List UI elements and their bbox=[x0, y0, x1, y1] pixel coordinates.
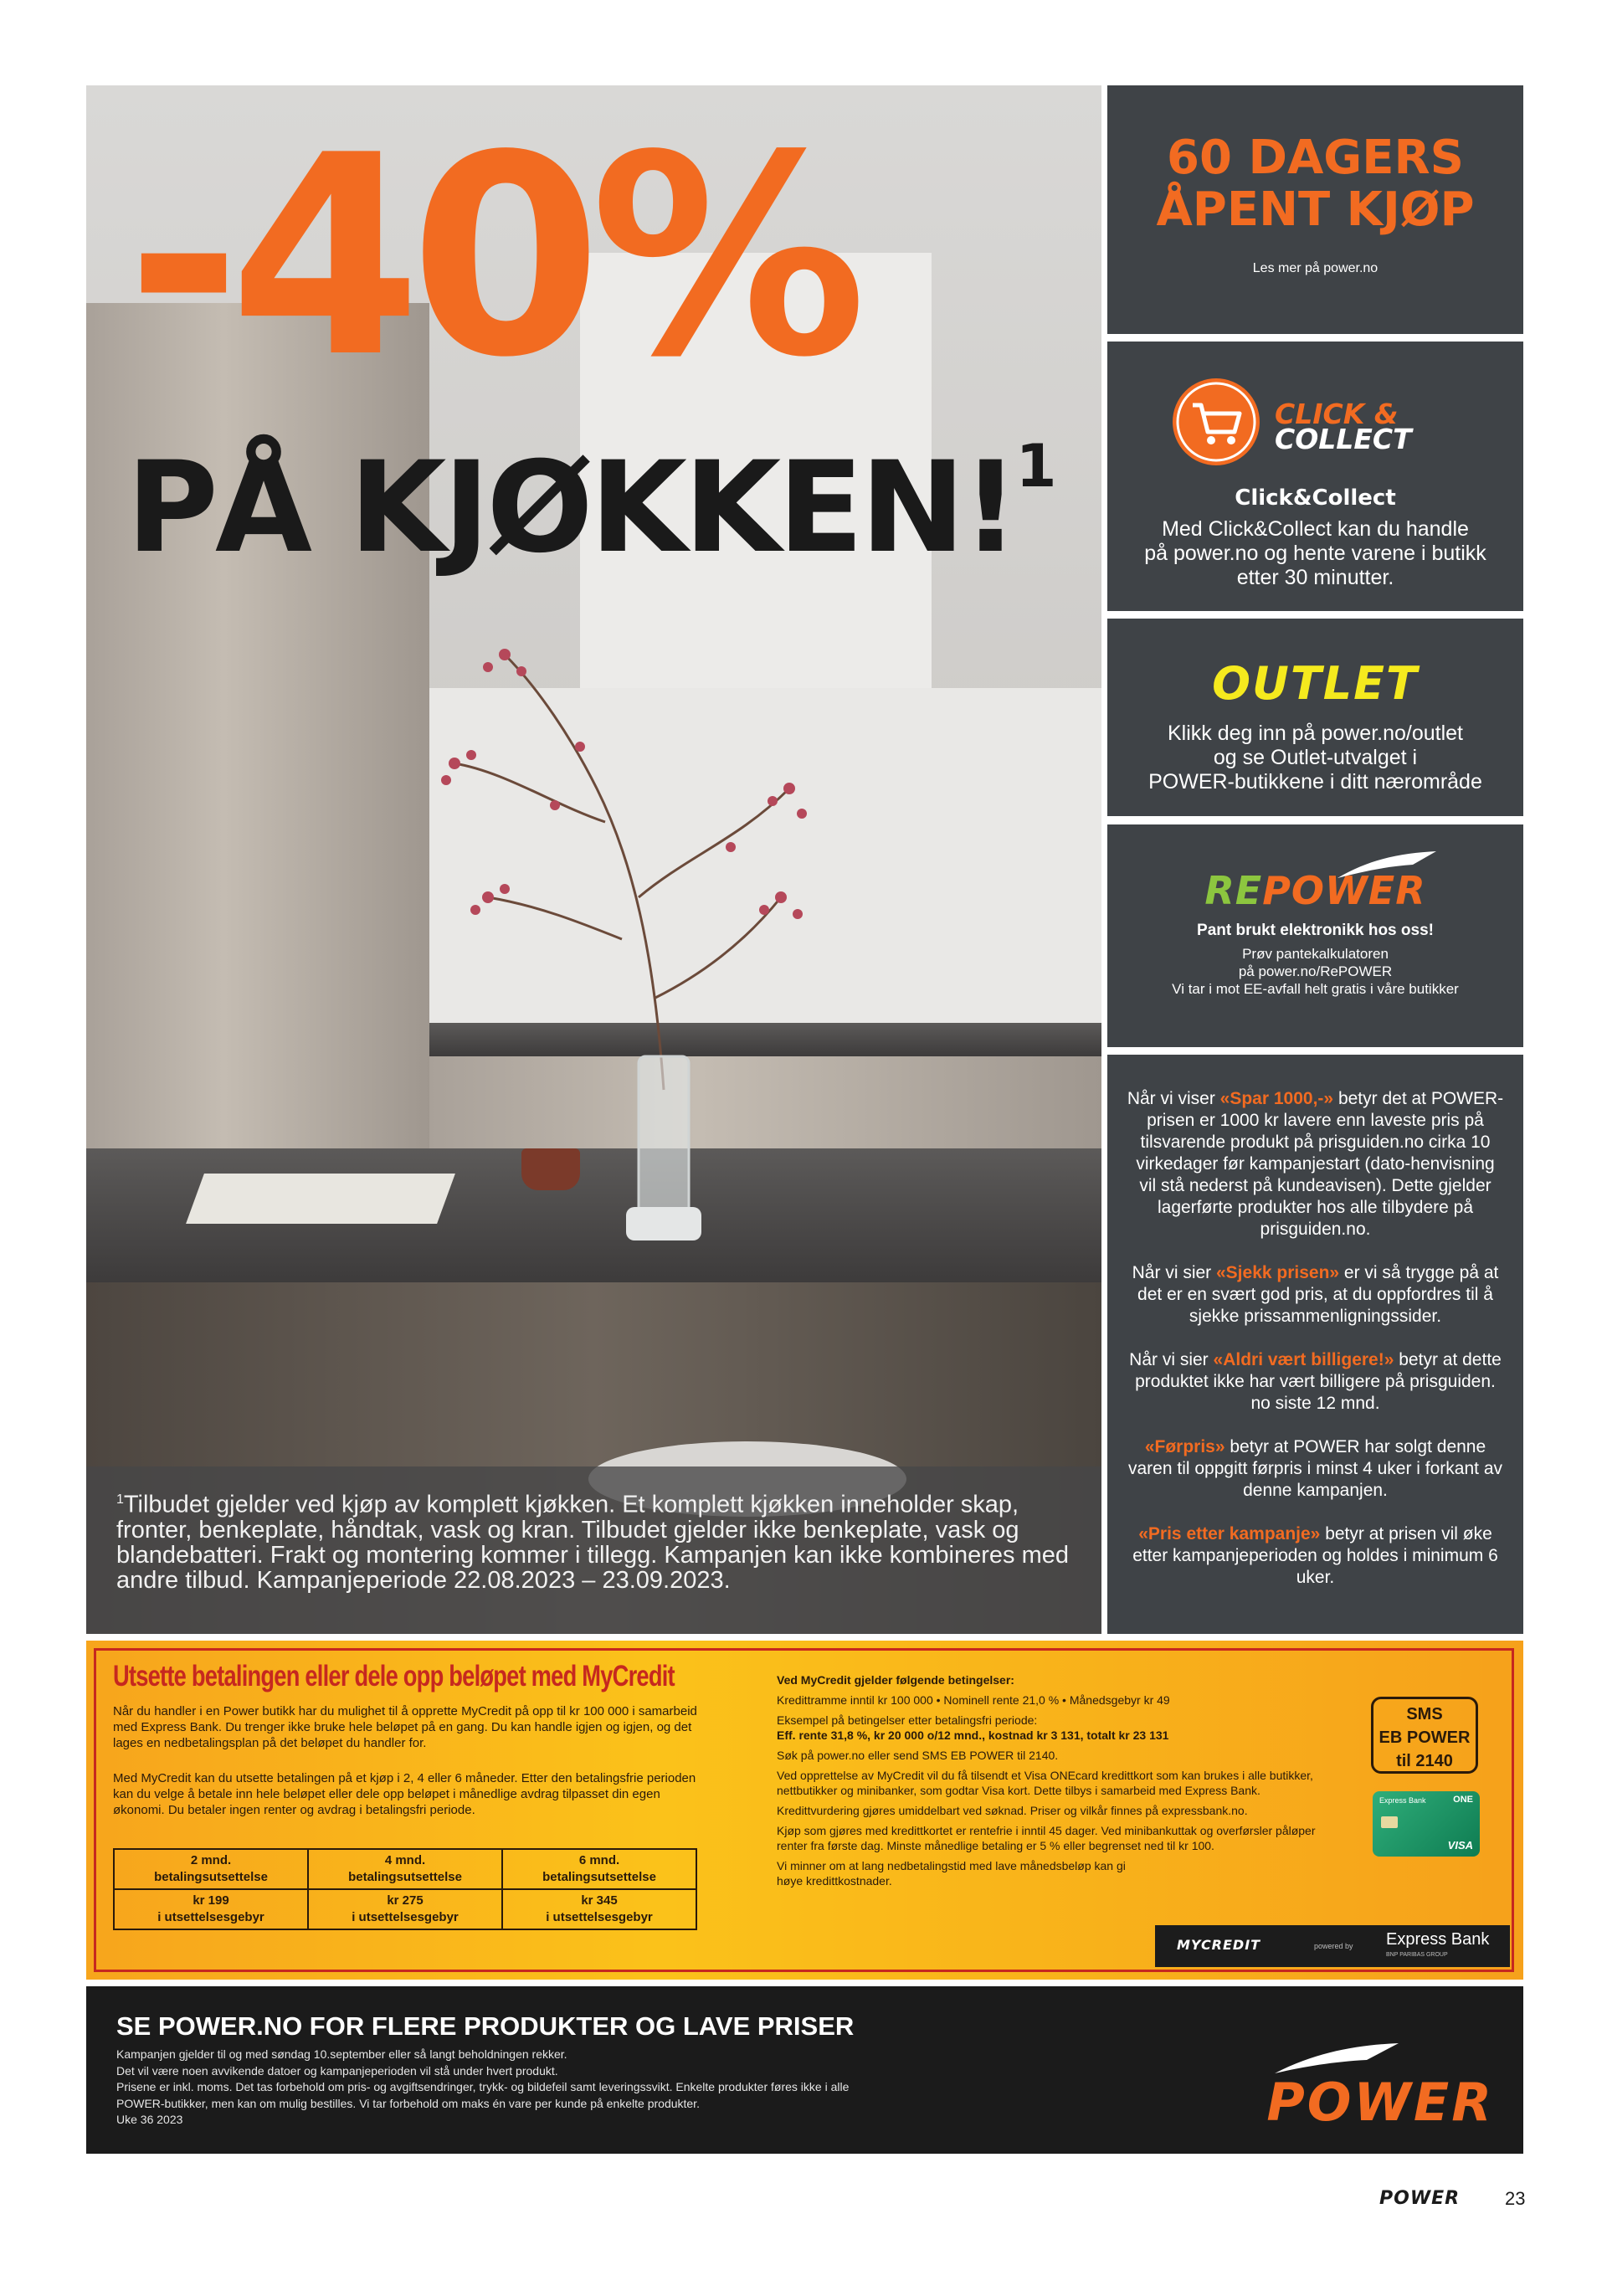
price-term-forpris bbox=[1126, 1436, 1505, 1502]
bottom-line: Kampanjen gjelder til og med søndag 10.september eller så langt beholdningen rekker. bbox=[116, 2047, 567, 2061]
click-collect-line3: etter 30 minutter. bbox=[1236, 566, 1394, 589]
cell-line: kr 275 bbox=[387, 1893, 424, 1908]
kitchen-headline-sup: 1 bbox=[1015, 432, 1054, 501]
outlet-logo: OUTLET bbox=[1212, 657, 1419, 710]
cell-line: 6 mnd. bbox=[578, 1853, 620, 1867]
bank-group: BNP PARIBAS GROUP bbox=[1386, 1952, 1448, 1958]
repower-line1: Prøv pantekalkulatoren bbox=[1242, 946, 1389, 962]
condition-line: Ved opprettelse av MyCredit vil du få tilsendt et Visa ONEcard kredittkort som kan brukes i alle butikker, nettbutikker og minibanker, som godtar Visa kort. Dette tilbys i samarbeid med Express Bank. bbox=[777, 1769, 1313, 1797]
mycredit-logo: MYCREDIT bbox=[1177, 1937, 1261, 1953]
shopping-cart-icon bbox=[1173, 378, 1260, 465]
sms-line: til 2140 bbox=[1396, 1752, 1453, 1770]
bottom-line: Prisene er inkl. moms. Det tas forbehold om pris- og avgiftsendringer, trykk- og bildefeil samt leveringssvikt. Enkelte produkter føres ikke i alle bbox=[116, 2080, 850, 2093]
price-term-aldri bbox=[1126, 1349, 1505, 1415]
click-collect-logo bbox=[1275, 398, 1412, 455]
table-header-cell bbox=[114, 1849, 308, 1889]
hero-image bbox=[86, 85, 1101, 1634]
condition-line: Eff. rente 31,8 %, kr 20 000 o/12 mnd., kostnad kr 3 131, totalt kr 23 131 bbox=[777, 1728, 1169, 1742]
term-text: betyr at dette produktet ikke har vært billigere på prisguiden. no siste 12 mnd. bbox=[1135, 1350, 1502, 1413]
footer-power-logo: POWER bbox=[1379, 2188, 1461, 2209]
power-swoosh-icon bbox=[1275, 2042, 1400, 2075]
table-cell bbox=[502, 1889, 696, 1929]
term-text: betyr at POWER har solgt denne varen til oppgitt førpris i minst 4 uker i forkant av denne kampanjen. bbox=[1128, 1437, 1502, 1500]
repower-title: Pant brukt elektronikk hos oss! bbox=[1197, 922, 1434, 939]
repower-line2: på power.no/RePOWER bbox=[1238, 963, 1393, 979]
term-text: Når vi sier bbox=[1129, 1350, 1214, 1369]
condition-line: Søk på power.no eller send SMS EB POWER til 2140. bbox=[777, 1749, 1059, 1762]
table-row bbox=[114, 1849, 696, 1889]
footnote-sup: 1 bbox=[116, 1492, 124, 1507]
click-collect-logo-line2: COLLECT bbox=[1275, 423, 1412, 455]
magazine bbox=[186, 1174, 455, 1224]
open-buy-title bbox=[1107, 132, 1523, 236]
cell-line: betalingsutsettelse bbox=[542, 1870, 656, 1884]
table-header-cell bbox=[502, 1849, 696, 1889]
outlet-line1: Klikk deg inn på power.no/outlet bbox=[1167, 722, 1463, 745]
conditions-title: Ved MyCredit gjelder følgende betingelser: bbox=[777, 1673, 1014, 1687]
sms-line: EB POWER bbox=[1379, 1728, 1471, 1747]
bottom-line: Det vil være noen avvikende datoer og kampanjeperioden vil stå under hvert produkt. bbox=[116, 2063, 558, 2078]
mycredit-para1: Når du handler i en Power butikk har du mulighet til å opprette MyCredit på opp til kr 100 000 i samarbeid med Express Bank. Du trenger ikke bruke hele beløpet på en gang. Du kan handle igjen og igjen, og det lages en nedbetalingsplan på det beløpet du handler for. bbox=[113, 1704, 697, 1750]
cup bbox=[521, 1148, 580, 1190]
bottom-line: Uke 36 2023 bbox=[116, 2113, 183, 2126]
card-chip bbox=[1381, 1816, 1398, 1828]
open-buy-panel bbox=[1107, 85, 1523, 334]
cell-line: 2 mnd. bbox=[190, 1853, 232, 1867]
condition-line: Vi minner om at lang nedbetalingstid med lave månedsbeløp kan gi høye kredittkostnader. bbox=[777, 1859, 1126, 1888]
outlet-panel bbox=[1107, 619, 1523, 816]
open-buy-title-line2: ÅPENT KJØP bbox=[1156, 182, 1475, 237]
kitchen-headline bbox=[126, 432, 1054, 581]
page-number: 23 bbox=[1505, 2188, 1526, 2209]
express-bank-logo: Express Bank bbox=[1386, 1930, 1490, 1949]
powered-by: powered by bbox=[1314, 1942, 1353, 1950]
cell-line: betalingsutsettelse bbox=[348, 1870, 462, 1884]
term-text: betyr det at POWER-prisen er 1000 kr lavere enn laveste pris på tilsvarende produkt på prisguiden.no cirka 10 virkedager før kampanjestart (dato-henvisning vil stå nederst på kundeavisen). Dette gjelder lagerførte produkter hos alle tilbydere på prisguiden.no. bbox=[1136, 1089, 1504, 1239]
credit-card-image bbox=[1373, 1791, 1480, 1857]
table-cell bbox=[114, 1889, 308, 1929]
term-key: «Førpris» bbox=[1144, 1437, 1225, 1456]
table-cell bbox=[308, 1889, 502, 1929]
card-brand: Express Bank bbox=[1379, 1796, 1426, 1805]
outlet-line2: og se Outlet-utvalget i bbox=[1213, 746, 1418, 769]
repower-logo bbox=[1107, 868, 1523, 913]
repower-line3: Vi tar i mot EE-avfall helt gratis i våre butikker bbox=[1172, 981, 1459, 997]
outlet-text bbox=[1107, 722, 1523, 794]
card-one: ONE bbox=[1453, 1795, 1473, 1805]
click-collect-text bbox=[1107, 517, 1523, 590]
term-text: Når vi viser bbox=[1127, 1089, 1220, 1108]
power-logo: POWER bbox=[1266, 2072, 1494, 2133]
bottom-banner bbox=[86, 1986, 1523, 2154]
repower-logo-re: RE bbox=[1204, 868, 1263, 913]
term-key: «Pris etter kampanje» bbox=[1138, 1524, 1321, 1544]
mycredit-para2: Med MyCredit kan du utsette betalingen på et kjøp i 2, 4 eller 6 måneder. Etter den betalingsfrie perioden kan du velge å betale inn hele beløpet eller dele opp beløpet i månedlige avdrag tilpasset din egen økonomi. Du betaler ingen renter og avdrag i betalingsfri periode. bbox=[113, 1771, 696, 1817]
repower-text bbox=[1107, 945, 1523, 998]
cell-line: kr 199 bbox=[193, 1893, 229, 1908]
click-collect-line1: Med Click&Collect kan du handle bbox=[1162, 517, 1469, 541]
price-term-sjekk bbox=[1126, 1262, 1505, 1328]
condition-line: Kjøp som gjøres med kredittkortet er rentefrie i inntil 45 dager. Ved minibankuttak og overførsler påløper renter fra første dag. Minste månedlige betaling er 5 % eller begrenset ned til kr 100. bbox=[777, 1824, 1316, 1852]
footnote-body: Tilbudet gjelder ved kjøp av komplett kjøkken. Et komplett kjøkken inneholder skap, fronter, benkeplate, håndtak, vask og kran. Tilbudet gjelder ikke benkeplate, vask og blandebatteri. Frakt og montering kommer i tillegg. Kampanjen kan ikke kombineres med andre tilbud. Kampanjeperiode 22.08.2023 – 23.09.2023. bbox=[116, 1491, 1069, 1594]
deferral-table bbox=[113, 1848, 697, 1930]
mycredit-logo-bar bbox=[1155, 1925, 1510, 1967]
bottom-terms bbox=[116, 2047, 1037, 2129]
price-term-etter bbox=[1126, 1523, 1505, 1589]
term-text: Når vi sier bbox=[1132, 1263, 1216, 1282]
cell-line: betalingsutsettelse bbox=[154, 1870, 268, 1884]
cell-line: 4 mnd. bbox=[384, 1853, 426, 1867]
bottom-line: POWER-butikker, men kan om mulig bestilles. Vi tar forbehold om maks én vare per kunde på enkelte produkter. bbox=[116, 2096, 700, 2110]
condition-line: Kredittvurdering gjøres umiddelbart ved søknad. Priser og vilkår finnes på expressbank.no. bbox=[777, 1804, 1248, 1817]
repower-logo-power: POWER bbox=[1262, 868, 1426, 913]
mycredit-title: Utsette betalingen eller dele opp beløpet med MyCredit bbox=[113, 1660, 675, 1692]
term-text: betyr at prisen vil øke etter kampanjeperioden og holdes i minimum 6 uker. bbox=[1132, 1524, 1498, 1587]
click-collect-title: Click&Collect bbox=[1235, 485, 1396, 511]
click-collect-line2: på power.no og hente varene i butikk bbox=[1144, 542, 1486, 565]
table-header-cell bbox=[308, 1849, 502, 1889]
click-collect-panel bbox=[1107, 342, 1523, 611]
term-text: er vi så trygge på at det er en svært god pris, at du oppfordres til å sjekke prissammenligningssider. bbox=[1137, 1263, 1499, 1326]
table-row bbox=[114, 1889, 696, 1929]
term-key: «Aldri vært billigere!» bbox=[1213, 1350, 1394, 1369]
click-collect-logo-line1: CLICK & bbox=[1275, 398, 1399, 430]
card-visa: VISA bbox=[1447, 1839, 1473, 1852]
kitchen-headline-text: PÅ KJØKKEN! bbox=[126, 435, 1016, 581]
cell-line: i utsettelsesgebyr bbox=[157, 1910, 264, 1924]
mycredit-conditions bbox=[777, 1672, 1346, 1888]
cell-line: i utsettelsesgebyr bbox=[352, 1910, 459, 1924]
footnote-text bbox=[116, 1487, 1070, 1593]
cell-line: i utsettelsesgebyr bbox=[546, 1910, 653, 1924]
price-term-spar bbox=[1126, 1088, 1505, 1240]
bottom-headline: SE POWER.NO FOR FLERE PRODUKTER OG LAVE PRISER bbox=[116, 2011, 855, 2041]
term-key: «Spar 1000,-» bbox=[1219, 1089, 1334, 1108]
price-terms-panel bbox=[1107, 1055, 1523, 1634]
repower-swoosh-icon bbox=[1337, 850, 1438, 880]
sms-badge bbox=[1371, 1697, 1478, 1774]
open-buy-link[interactable]: Les mer på power.no bbox=[1252, 261, 1379, 275]
condition-line: Eksempel på betingelser etter betalingsfri periode: bbox=[777, 1713, 1038, 1727]
term-key: «Sjekk prisen» bbox=[1216, 1263, 1340, 1282]
condition-line: Kredittramme inntil kr 100 000 • Nominell rente 21,0 % • Månedsgebyr kr 49 bbox=[777, 1693, 1170, 1707]
discount-headline: -40% bbox=[126, 96, 855, 418]
outlet-line3: POWER-butikkene i ditt nærområde bbox=[1148, 770, 1482, 794]
open-buy-title-line1: 60 DAGERS bbox=[1167, 131, 1464, 185]
repower-panel bbox=[1107, 824, 1523, 1047]
sms-line: SMS bbox=[1406, 1705, 1443, 1723]
cell-line: kr 345 bbox=[581, 1893, 618, 1908]
